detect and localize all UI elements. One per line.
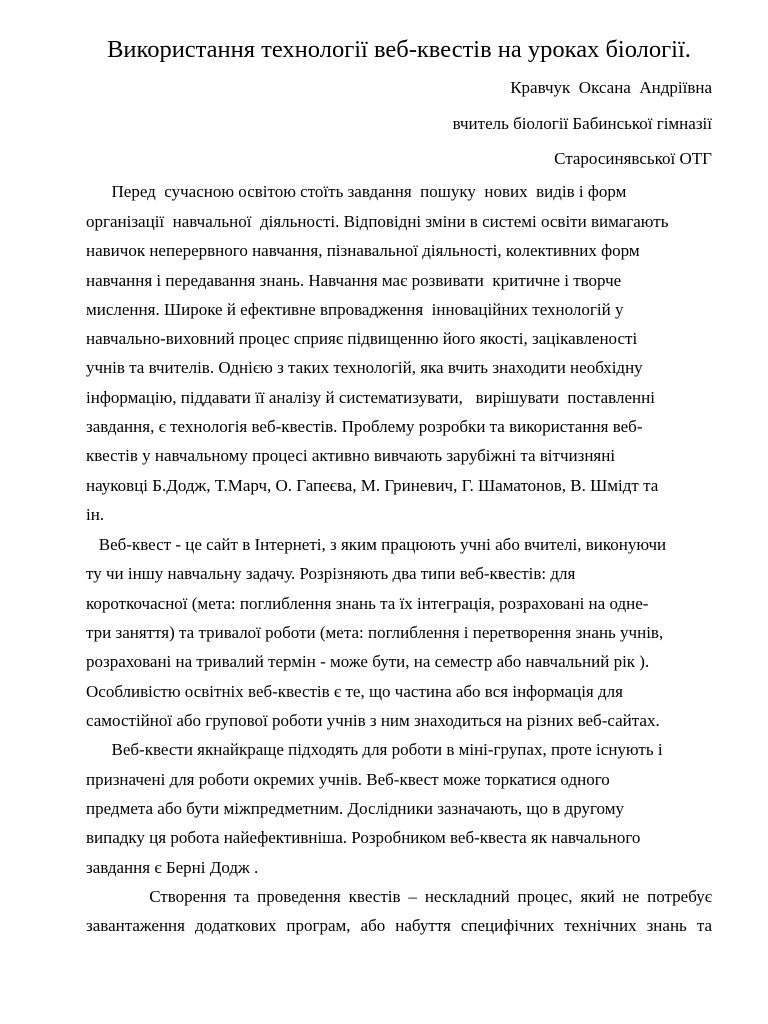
text-line: квестів у навчальному процесі активно вивчають зарубіжні та вітчизняні <box>86 446 616 465</box>
text-line: призначені для роботи окремих учнів. Веб-квест може торкатися одного <box>86 770 610 789</box>
text-line: завантаження додаткових програм, або набуття специфічних технічних знань та <box>86 916 712 935</box>
text-line: науковці Б.Додж, Т.Марч, О. Гапеєва, М. Гриневич, Г. Шаматонов, В. Шмідт та <box>86 476 659 495</box>
text-line: випадку ця робота найефективніша. Розробником веб-квеста як навчального <box>86 828 641 847</box>
text-line: предмета або бути міжпредметним. Дослідники зазначають, що в другому <box>86 799 624 818</box>
text-line: організації навчальної діяльності. Відповідні зміни в системі освіти вимагають <box>86 212 669 231</box>
text-line: короткочасної (мета: поглиблення знань та їх інтеграція, розраховані на одне- <box>86 594 649 613</box>
author-name: Кравчук Оксана Андріївна <box>510 78 712 97</box>
text-line: завдання є Берні Додж . <box>86 858 259 877</box>
text-line: Створення та проведення квестів – нескладний процес, який не потребує <box>86 887 712 906</box>
text-line: самостійної або групової роботи учнів з ним знаходиться на різних веб-сайтах. <box>86 711 660 730</box>
text-line: учнів та вчителів. Однією з таких технологій, яка вчить знаходити необхідну <box>86 358 643 377</box>
text-line: три заняття) та тривалої роботи (мета: поглиблення і перетворення знань учнів, <box>86 623 664 642</box>
text-line: завдання, є технологія веб-квестів. Проблему розробки та використання веб- <box>86 417 643 436</box>
text-line: навичок неперервного навчання, пізнавальної діяльності, колективних форм <box>86 241 640 260</box>
text-line: навчання і передавання знань. Навчання має розвивати критичне і творче <box>86 271 622 290</box>
text-line: Перед сучасною освітою стоїть завдання пошуку нових видів і форм <box>86 182 627 201</box>
text-line: інформацію, піддавати її аналізу й систематизувати, вирішувати поставленні <box>86 388 655 407</box>
text-line: мислення. Широке й ефективне впровадження інноваційних технологій у <box>86 300 624 319</box>
text-line: розраховані на тривалий термін - може бути, на семестр або навчальний рік ). <box>86 652 650 671</box>
text-line: Особливістю освітніх веб-квестів є те, що частина або вся інформація для <box>86 682 623 701</box>
document-title: Використання технології веб-квестів на уроках біології. <box>107 36 691 63</box>
author-position: вчитель біології Бабинської гімназії <box>452 114 712 133</box>
text-line: навчально-виховний процес сприяє підвищенню його якості, зацікавленості <box>86 329 638 348</box>
text-line: Веб-квест - це сайт в Інтернеті, з яким працюють учні або вчителі, виконуючи <box>86 535 667 554</box>
author-organization: Старосинявської ОТГ <box>554 149 712 168</box>
text-line: ін. <box>86 505 105 524</box>
text-line: ту чи іншу навчальну задачу. Розрізняють два типи веб-квестів: для <box>86 564 576 583</box>
text-line: Веб-квести якнайкраще підходять для роботи в міні-групах, проте існують і <box>86 740 663 759</box>
